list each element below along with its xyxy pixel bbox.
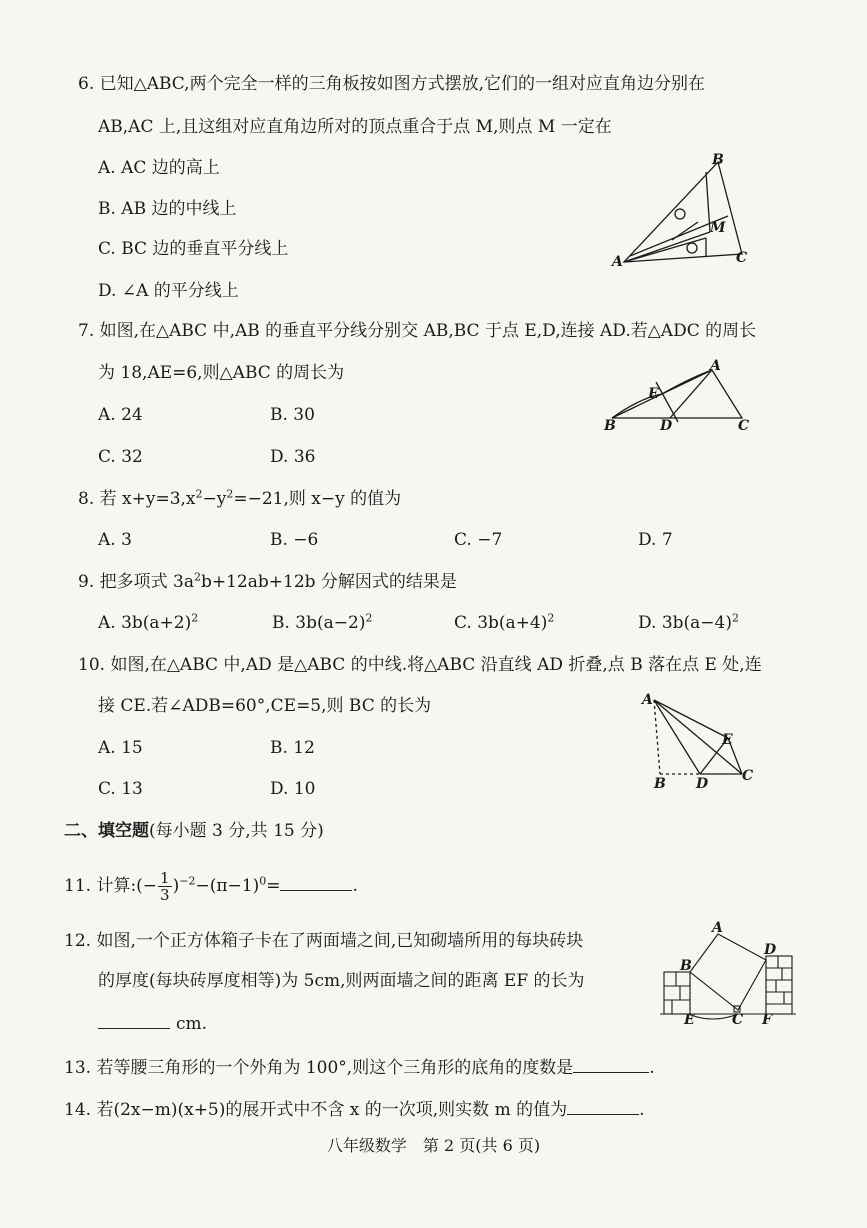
q8-exponent: 2 — [226, 487, 234, 501]
q9-stem-part: b+12ab+12b 分解因式的结果是 — [200, 572, 457, 592]
q13-answer-blank[interactable] — [573, 1056, 649, 1073]
q8-stem-part: −y — [202, 489, 227, 509]
q11-end-mark: . — [352, 876, 358, 896]
q10-option-d: D. 10 — [270, 779, 316, 799]
q7-label-c: C — [738, 418, 750, 434]
q12-unit: cm. — [176, 1014, 208, 1034]
q10-label-c: C — [742, 768, 754, 784]
q7-option-a: A. 24 — [98, 405, 143, 425]
q11-part: 11. 计算:(− — [64, 876, 158, 896]
q11-part: = — [266, 876, 281, 896]
q6-hole-upper — [675, 209, 685, 219]
q6-label-c: C — [736, 250, 748, 266]
q9-option-c — [454, 612, 554, 634]
q8-option-a: A. 3 — [98, 530, 132, 550]
q6-stem-line2: AB,AC 上,且这组对应直角边所对的顶点重合于点 M,则点 M 一定在 — [98, 117, 612, 137]
q9-option-b — [272, 612, 372, 634]
q9-option-exponent: 2 — [365, 611, 373, 625]
q9-option-d-text: D. 3b(a−4) — [638, 613, 732, 633]
q9-exponent: 2 — [193, 570, 201, 584]
q12-left-wall — [664, 972, 690, 1014]
q6-triangle-abc — [624, 162, 742, 262]
q11-fraction — [158, 870, 172, 903]
q10-triangle-figure — [640, 688, 760, 793]
q12-right-wall — [766, 956, 792, 1014]
q9-option-b-text: B. 3b(a−2) — [272, 613, 366, 633]
q12-stem-line3 — [98, 1012, 207, 1035]
q6-option-c: C. BC 边的垂直平分线上 — [98, 239, 289, 259]
q7-label-e: E — [648, 386, 659, 402]
q12-label-a: A — [712, 920, 723, 936]
q13-text: 13. 若等腰三角形的一个外角为 100°,则这个三角形的底角的度数是 — [64, 1058, 574, 1078]
q8-option-c: C. −7 — [454, 530, 503, 550]
q9-option-c-text: C. 3b(a+4) — [454, 613, 548, 633]
q10-label-a: A — [642, 692, 653, 708]
q12-label-f: F — [762, 1012, 772, 1025]
section-note: (每小题 3 分,共 15 分) — [149, 821, 324, 841]
q7-stem-line2: 为 18,AE=6,则△ABC 的周长为 — [98, 363, 345, 383]
q14-end-mark: . — [639, 1100, 645, 1120]
q8-option-d: D. 7 — [638, 530, 673, 550]
q7-option-b: B. 30 — [270, 405, 315, 425]
q12-label-b: B — [680, 958, 692, 974]
q10-label-b: B — [654, 776, 666, 792]
q13-stem — [64, 1056, 655, 1079]
q6-option-d: D. ∠A 的平分线上 — [98, 281, 239, 301]
q12-stem-line1: 12. 如图,一个正方体箱子卡在了两面墙之间,已知砌墙所用的每块砖块 — [64, 931, 584, 951]
q6-option-b: B. AB 边的中线上 — [98, 199, 237, 219]
q11-part: ) — [172, 876, 180, 896]
q6-label-b: B — [712, 152, 724, 168]
q6-option-a: A. AC 边的高上 — [98, 158, 220, 178]
q12-answer-blank[interactable] — [98, 1012, 170, 1029]
q6-triangle-figure — [610, 152, 760, 272]
q11-fraction-denominator: 3 — [160, 886, 170, 904]
q6-stem-line1: 6. 已知△ABC,两个完全一样的三角板按如图方式摆放,它们的一组对应直角边分别在 — [78, 74, 705, 94]
q8-stem — [78, 488, 401, 510]
q7-stem-line1: 7. 如图,在△ABC 中,AB 的垂直平分线分别交 AB,BC 于点 E,D,连接 AD.若△ADC 的周长 — [78, 321, 757, 341]
q10-option-c: C. 13 — [98, 779, 143, 799]
section-heading — [64, 820, 324, 842]
q9-option-exponent: 2 — [732, 611, 739, 625]
q11-fraction-numerator: 1 — [160, 869, 170, 887]
q10-option-b: B. 12 — [270, 738, 315, 758]
q12-label-d: D — [764, 942, 777, 958]
q11-exponent: −2 — [179, 874, 196, 888]
q8-exponent: 2 — [195, 487, 203, 501]
q7-label-d: D — [660, 418, 673, 434]
q12-label-c: C — [732, 1012, 744, 1025]
q12-box-square — [690, 934, 766, 1010]
q9-option-a — [98, 612, 198, 634]
section-title: 二、填空题 — [64, 821, 149, 841]
q14-answer-blank[interactable] — [567, 1098, 639, 1115]
q9-option-exponent: 2 — [547, 611, 555, 625]
q12-stem-line2: 的厚度(每块砖厚度相等)为 5cm,则两面墙之间的距离 EF 的长为 — [98, 971, 585, 991]
q7-option-d: D. 36 — [270, 447, 316, 467]
q8-stem-part: =−21,则 x−y 的值为 — [233, 489, 402, 509]
q10-stem-line2: 接 CE.若∠ADB=60°,CE=5,则 BC 的长为 — [98, 696, 432, 716]
q6-label-m: M — [710, 220, 726, 236]
q10-label-e: E — [722, 732, 733, 748]
q12-box-between-walls-figure — [658, 920, 798, 1025]
q9-option-d — [638, 612, 739, 634]
q9-stem-part: 9. 把多项式 3a — [78, 572, 194, 592]
q12-label-e: E — [684, 1012, 695, 1025]
q10-stem-line1: 10. 如图,在△ABC 中,AD 是△ABC 的中线.将△ABC 沿直线 AD 折叠,点 B 落在点 E 处,连 — [78, 655, 762, 675]
q7-label-b: B — [604, 418, 616, 434]
q8-stem-part: 8. 若 x+y=3,x — [78, 489, 196, 509]
q13-end-mark: . — [649, 1058, 655, 1078]
q11-stem — [64, 870, 358, 903]
q6-hole-lower — [687, 243, 697, 253]
q11-answer-blank[interactable] — [280, 874, 352, 891]
q11-part: −(π−1) — [195, 876, 260, 896]
q9-option-exponent: 2 — [191, 611, 199, 625]
page-footer: 八年级数学 第 2 页(共 6 页) — [326, 1136, 541, 1155]
q9-stem — [78, 571, 457, 593]
q6-label-a: A — [612, 254, 623, 270]
q11-exponent: 0 — [259, 874, 267, 888]
q9-option-a-text: A. 3b(a+2) — [98, 613, 192, 633]
q7-triangle-figure — [600, 358, 760, 438]
q14-stem — [64, 1098, 645, 1121]
q7-label-a: A — [710, 358, 721, 374]
q10-label-d: D — [696, 776, 709, 792]
q7-option-c: C. 32 — [98, 447, 143, 467]
q14-text: 14. 若(2x−m)(x+5)的展开式中不含 x 的一次项,则实数 m 的值为 — [64, 1100, 568, 1120]
q10-option-a: A. 15 — [98, 738, 143, 758]
q8-option-b: B. −6 — [270, 530, 319, 550]
